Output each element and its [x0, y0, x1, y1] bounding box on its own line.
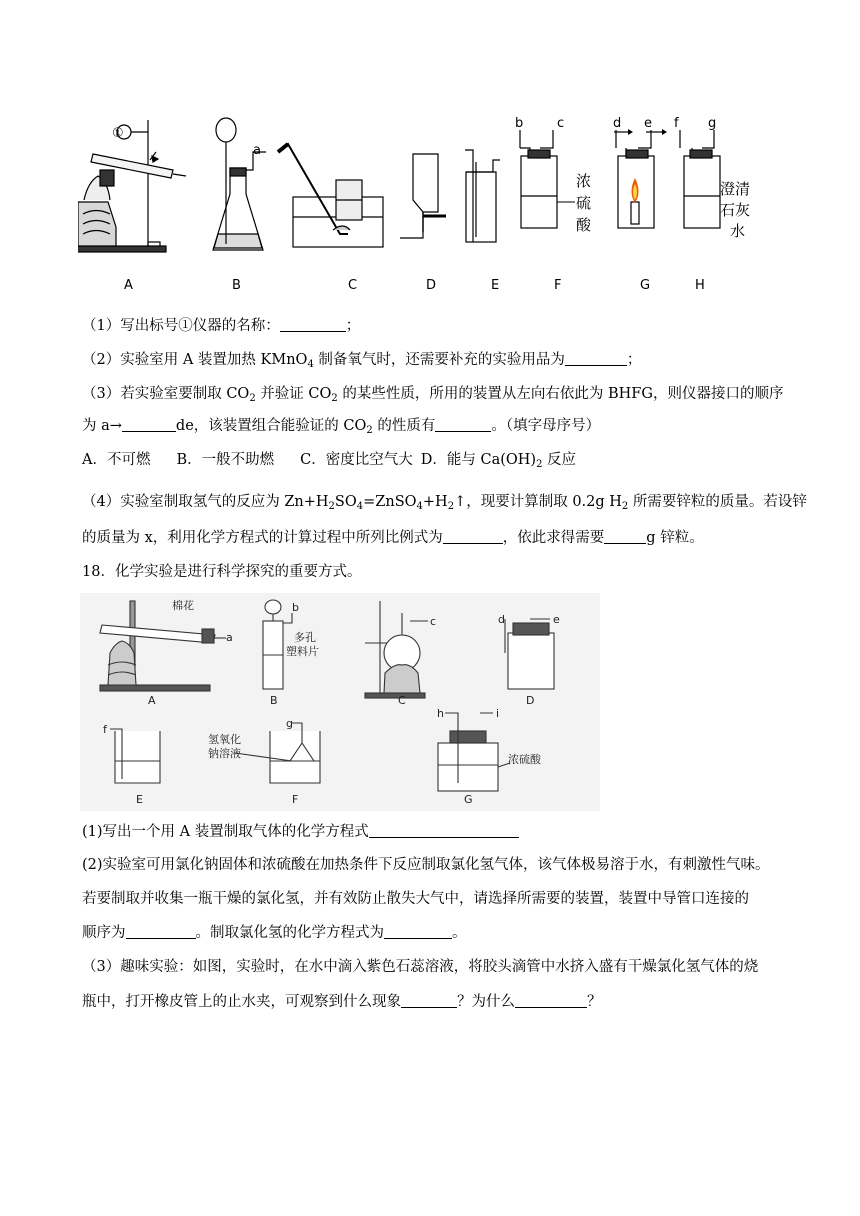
fig2-label-b: B [270, 694, 278, 707]
port-label-e: e [553, 613, 560, 626]
option-a[interactable]: A．不可燃 [82, 452, 151, 468]
acid-label: 浓硫酸 [508, 753, 541, 766]
port-label-e: e [644, 116, 652, 131]
apparatus-figure-1 [78, 112, 768, 297]
port-label-c: c [430, 615, 437, 628]
port-label-g: g [286, 717, 293, 730]
port-label-c: c [557, 116, 565, 131]
option-b[interactable]: B．一般不助燃 [176, 452, 275, 468]
answer-blank[interactable] [122, 417, 176, 432]
plate-label-2: 塑料片 [286, 645, 319, 658]
apparatus-label-f: F [554, 278, 562, 293]
q17-part-4-line-2: 的质量为 x，利用化学方程式的计算过程中所列比例式为 ，依此求得需要 g 锌粒。 [82, 530, 704, 546]
answer-blank[interactable] [565, 351, 627, 366]
naoh-label-1: 氢氧化 [208, 733, 241, 746]
marker-1: ① [112, 126, 124, 141]
port-label-d: d [613, 116, 622, 131]
fig2-label-e: E [136, 793, 143, 806]
f-liquid-2: 硫 [576, 194, 592, 212]
q17-part-4-line-1: （4）实验室制取氢气的反应为 $Zn+H_2SO_4=ZnSO_4+H_2↑$，现要计算制取 0.2g $H_2$ 所需要锌粒的质量。若设锌 [82, 494, 807, 512]
q17-part-3-line-2: 为 a→ de，该装置组合能验证的 $CO_2$ 的性质有 。（填字母序号） [82, 418, 601, 436]
plate-label-1: 多孔 [294, 631, 316, 644]
answer-blank[interactable] [443, 529, 503, 544]
port-label-b: b [292, 601, 299, 614]
fig2-label-a: A [148, 694, 156, 707]
port-label-i: i [496, 707, 500, 720]
apparatus-figure-2-drawing [80, 593, 600, 811]
q18-part-3-line-2: 瓶中，打开橡皮管上的止水夹，可观察到什么现象 ？为什么 ？ [82, 994, 602, 1010]
port-label-a: a [253, 143, 261, 158]
apparatus-label-b: B [232, 278, 241, 293]
q17-part-3-line-1: （3）若实验室要制取 $CO_2$ 并验证 $CO_2$ 的某些性质，所用的装置从左向右依此为 BHFG，则仪器接口的顺序 [82, 386, 784, 404]
answer-blank[interactable] [126, 924, 196, 939]
option-c[interactable]: C．密度比空气大 [300, 452, 413, 468]
answer-blank[interactable] [515, 993, 587, 1008]
answer-blank[interactable] [435, 417, 491, 432]
answer-blank[interactable] [280, 317, 346, 332]
fig2-label-f: F [292, 793, 299, 806]
h-liquid-1: 澄清 [720, 180, 751, 198]
port-label-f: f [103, 723, 107, 736]
apparatus-label-d: D [426, 278, 437, 293]
port-label-f: f [674, 116, 679, 131]
port-label-h: h [437, 707, 444, 720]
q18-part-2-line-1: (2)实验室可用氯化钠固体和浓硫酸在加热条件下反应制取氯化氢气体，该气体极易溶于水，有刺激性气味。 [82, 857, 770, 873]
fig2-label-d: D [526, 694, 535, 707]
q18-part-2-line-2: 若要制取并收集一瓶干燥的氯化氢，并有效防止散失大气中，请选择所需要的装置，装置中导管口连接的 [82, 891, 749, 907]
answer-blank[interactable] [604, 529, 646, 544]
answer-blank[interactable] [401, 993, 457, 1008]
apparatus-label-a: A [124, 278, 133, 293]
port-label-a: a [226, 631, 233, 644]
apparatus-label-g: G [640, 278, 651, 293]
q17-part-2: （2）实验室用 A 装置加热 KMnO$_4$ 制备氧气时，还需要补充的实验用品为 ； [82, 352, 642, 370]
port-label-g: g [708, 116, 717, 131]
answer-blank[interactable] [384, 924, 452, 939]
f-liquid-1: 浓 [576, 172, 592, 190]
q18-part-1: (1)写出一个用 A 装置制取气体的化学方程式 [82, 822, 519, 842]
apparatus-figure-1-drawing [78, 112, 768, 297]
port-label-b: b [515, 116, 524, 131]
naoh-label-2: 钠溶液 [208, 747, 241, 760]
apparatus-label-h: H [695, 278, 705, 293]
port-label-d: d [498, 613, 505, 626]
q17-part-1: （1）写出标号①仪器的名称： ； [82, 318, 361, 334]
apparatus-figure-2 [80, 593, 600, 811]
apparatus-label-e: E [491, 278, 500, 293]
f-liquid-3: 酸 [576, 216, 592, 234]
h-liquid-3: 水 [730, 222, 746, 240]
fig2-label-c: C [398, 694, 406, 707]
q18-title: 18．化学实验是进行科学探究的重要方式。 [82, 564, 362, 580]
option-d[interactable]: D．能与 $Ca(OH)_2$ 反应 [420, 452, 577, 470]
q17-options [82, 450, 576, 470]
fig2-label-g: G [464, 793, 473, 806]
q18-part-3-line-1: （3）趣味实验：如图，实验时，在水中滴入紫色石蕊溶液，将胶头滴管中水挤入盛有干燥氯化氢气体的烧 [82, 959, 759, 975]
answer-blank[interactable] [369, 823, 519, 838]
apparatus-label-c: C [348, 278, 358, 293]
q18-part-2-line-3: 顺序为 。制取氯化氢的化学方程式为 。 [82, 925, 467, 941]
cotton-label: 棉花 [172, 599, 194, 612]
h-liquid-2: 石灰 [720, 201, 751, 219]
